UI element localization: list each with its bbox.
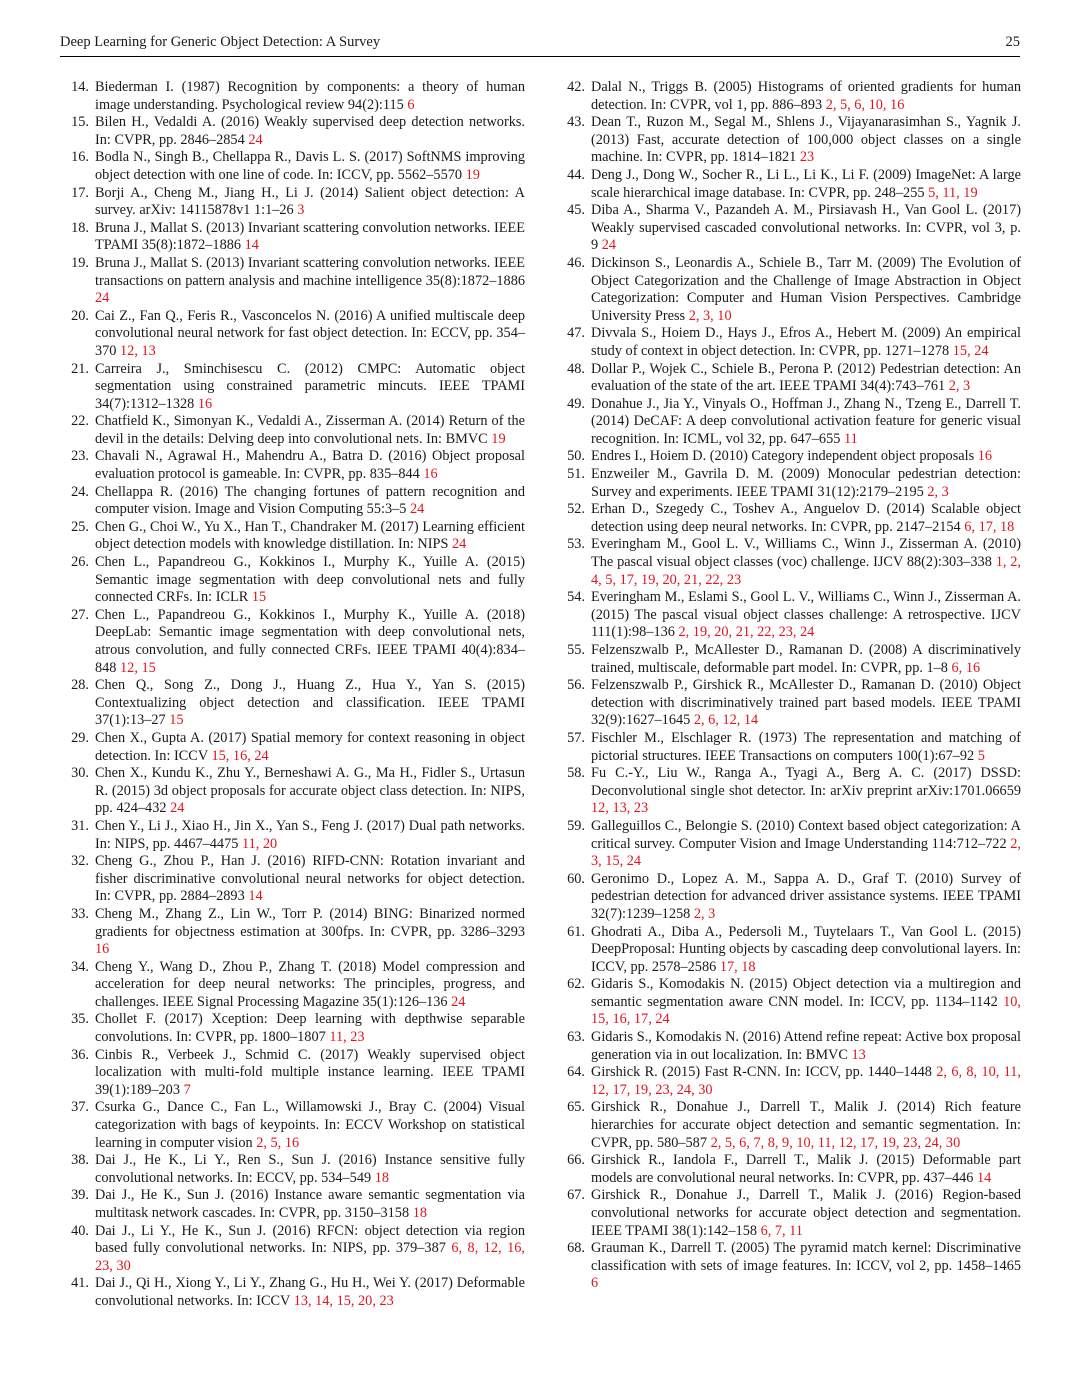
reference-number: 44. <box>567 166 585 183</box>
reference-text: Cheng G., Zhou P., Han J. (2016) RIFD-CNN: Rotation invariant and fisher discriminative convolutional neural networks for object detection. In: CVPR, pp. 2884–2893 <box>95 853 525 905</box>
back-reference-pages-link[interactable]: 6, 8, 12, 16, 23, 30 <box>95 1240 525 1274</box>
references-column-left <box>62 79 525 1311</box>
reference-entry <box>558 466 1021 501</box>
reference-number: 46. <box>567 254 585 271</box>
back-reference-pages-link[interactable]: 2, 3 <box>693 905 716 922</box>
reference-number: 65. <box>567 1099 585 1116</box>
reference-text: Erhan D., Szegedy C., Toshev A., Anguelov D. (2014) Scalable object detection using deep neural networks. In: CVPR, pp. 2147–2154 <box>591 501 1021 535</box>
reference-entry <box>558 589 1021 642</box>
reference-text: Girshick R., Donahue J., Darrell T., Malik J. (2016) Region-based convolutional networks for accurate object detection and segmentation. IEEE TPAMI 38(1):142–158 <box>591 1187 1021 1239</box>
reference-text: Enzweiler M., Gavrila D. M. (2009) Monocular pedestrian detection: Survey and experiments. IEEE TPAMI 31(12):2179–2195 <box>591 466 1021 500</box>
reference-entry <box>558 642 1021 677</box>
back-reference-pages-link[interactable]: 24 <box>451 993 466 1010</box>
back-reference-pages-link[interactable]: 24 <box>248 131 263 148</box>
reference-number: 52. <box>567 501 585 518</box>
reference-number: 18. <box>71 219 89 236</box>
reference-text: Dean T., Ruzon M., Segal M., Shlens J., Vijayanarasimhan S., Yagnik J. (2013) Fast, accurate detection of 100,000 object classes on a single machine. In: CVPR, pp. 1814–1821 <box>591 114 1021 166</box>
reference-text: Endres I., Hoiem D. (2010) Category independent object proposals <box>591 448 975 465</box>
reference-entry <box>62 114 525 149</box>
reference-number: 48. <box>567 360 585 377</box>
reference-number: 45. <box>567 202 585 219</box>
back-reference-pages-link[interactable]: 12, 15 <box>120 659 156 676</box>
reference-entry <box>62 1187 525 1222</box>
back-reference-pages-link[interactable]: 11, 20 <box>241 835 278 852</box>
reference-text: Gidaris S., Komodakis N. (2015) Object detection via a multiregion and semantic segmentation aware CNN model. In: ICCV, pp. 1134–1142 <box>591 976 1021 1010</box>
reference-number: 37. <box>71 1099 89 1116</box>
reference-number: 24. <box>71 483 89 500</box>
reference-entry <box>62 906 525 959</box>
references-column-right <box>558 79 1021 1293</box>
reference-entry <box>62 448 525 483</box>
reference-text: Grauman K., Darrell T. (2005) The pyramid match kernel: Discriminative classification with sets of image features. In: ICCV, vol 2, pp. 1458–1465 <box>591 1240 1021 1274</box>
reference-number: 61. <box>567 923 585 940</box>
back-reference-pages-link[interactable]: 2, 5, 6, 7, 8, 9, 10, 11, 12, 17, 19, 23, 24, 30 <box>710 1134 961 1151</box>
back-reference-pages-link[interactable]: 2, 5, 16 <box>256 1134 300 1151</box>
back-reference-pages-link[interactable]: 16 <box>423 466 438 483</box>
reference-entry <box>62 1152 525 1187</box>
reference-entry <box>62 765 525 818</box>
reference-text: Chen Y., Li J., Xiao H., Jin X., Yan S., Feng J. (2017) Dual path networks. In: NIPS, pp. 4467–4475 <box>95 817 525 852</box>
back-reference-pages-link[interactable]: 24 <box>451 536 467 553</box>
back-reference-pages-link[interactable]: 14 <box>248 888 263 905</box>
reference-entry <box>62 308 525 361</box>
back-reference-pages-link[interactable]: 2, 5, 6, 10, 16 <box>825 96 905 113</box>
reference-number: 20. <box>71 307 89 324</box>
back-reference-pages-link[interactable]: 24 <box>409 501 425 518</box>
back-reference-pages-link[interactable]: 13, 14, 15, 20, 23 <box>293 1292 394 1309</box>
reference-text: Girshick R., Iandola F., Darrell T., Malik J. (2015) Deformable part models are convolutional neural networks. In: CVPR, pp. 437–446 <box>591 1152 1021 1186</box>
reference-number: 26. <box>71 554 89 571</box>
back-reference-pages-link[interactable]: 15, 24 <box>952 342 989 359</box>
back-reference-pages-link[interactable]: 24 <box>170 800 185 817</box>
reference-number: 30. <box>71 765 89 782</box>
reference-text: Everingham M., Gool L. V., Williams C., Winn J., Zisserman A. (2010) The pascal visual object classes (voc) challenge. IJCV 88(2):303–338 <box>591 536 1021 571</box>
reference-text: Chen X., Kundu K., Zhu Y., Berneshawi A. G., Ma H., Fidler S., Urtasun R. (2015) 3d object proposals for accurate object class detection. In: NIPS, pp. 424–432 <box>95 765 525 817</box>
back-reference-pages-link[interactable]: 7 <box>183 1081 191 1098</box>
back-reference-pages-link[interactable]: 18 <box>374 1169 390 1186</box>
reference-entry <box>558 730 1021 765</box>
reference-number: 67. <box>567 1187 585 1204</box>
back-reference-pages-link[interactable]: 10, 15, 16, 17, 24 <box>591 993 1021 1028</box>
reference-entry <box>558 255 1021 325</box>
reference-number: 16. <box>71 149 89 166</box>
reference-number: 14. <box>71 79 89 95</box>
reference-number: 47. <box>567 325 585 342</box>
reference-number: 31. <box>71 817 89 834</box>
reference-number: 22. <box>71 413 89 430</box>
reference-number: 34. <box>71 958 89 975</box>
reference-text: Bilen H., Vedaldi A. (2016) Weakly supervised deep detection networks. In: CVPR, pp. 2846–2854 <box>95 114 525 148</box>
back-reference-pages-link[interactable]: 19 <box>491 430 506 447</box>
reference-entry <box>558 976 1021 1029</box>
reference-number: 49. <box>567 395 585 412</box>
reference-entry <box>558 361 1021 396</box>
back-reference-pages-link[interactable]: 12, 13, 23 <box>591 800 649 817</box>
back-reference-pages-link[interactable]: 15 <box>251 589 267 606</box>
back-reference-pages-link[interactable]: 2, 6, 12, 14 <box>693 712 759 729</box>
reference-entry <box>558 448 1021 466</box>
reference-entry <box>62 818 525 853</box>
reference-text: Everingham M., Eslami S., Gool L. V., Williams C., Winn J., Zisserman A. (2015) The pascal visual object classes challenge: A retrospective. IJCV 111(1):98–136 <box>591 589 1021 641</box>
reference-text: Ghodrati A., Diba A., Pedersoli M., Tuytelaars T., Van Gool L. (2015) DeepProposal: Hunting objects by cascading deep convolutional layers. In: ICCV, pp. 2578–2586 <box>591 923 1021 975</box>
reference-text: Chen L., Papandreou G., Kokkinos I., Murphy K., Yuille A. (2015) Semantic image segmentation with deep convolutional nets and fully connected CRFs. In: ICLR <box>95 554 525 606</box>
reference-number: 40. <box>71 1222 89 1239</box>
reference-text: Chen X., Gupta A. (2017) Spatial memory for context reasoning in object detection. In: ICCV <box>95 729 525 764</box>
reference-entry <box>62 1047 525 1100</box>
back-reference-pages-link[interactable]: 24 <box>601 237 617 254</box>
reference-text: Dai J., He K., Li Y., Ren S., Sun J. (2016) Instance sensitive fully convolutional networks. In: ECCV, pp. 534–549 <box>95 1152 525 1186</box>
reference-text: Fu C.-Y., Liu W., Ranga A., Tyagi A., Berg A. C. (2017) DSSD: Deconvolutional single shot detector. In: arXiv preprint arXiv:1701.06659 <box>591 765 1021 799</box>
reference-entry <box>62 149 525 184</box>
reference-text: Dai J., He K., Sun J. (2016) Instance aware semantic segmentation via multitask network cascades. In: CVPR, pp. 3150–3158 <box>95 1187 525 1221</box>
reference-number: 43. <box>567 114 585 131</box>
reference-number: 36. <box>71 1046 89 1063</box>
back-reference-pages-link[interactable]: 11, 23 <box>329 1029 365 1046</box>
reference-text: Borji A., Cheng M., Jiang H., Li J. (2014) Salient object detection: A survey. arXiv: 14115878v1 1:1–26 <box>95 184 525 219</box>
reference-number: 38. <box>71 1152 89 1169</box>
reference-entry <box>558 1029 1021 1064</box>
reference-entry <box>558 1240 1021 1293</box>
reference-number: 41. <box>71 1275 89 1292</box>
reference-entry <box>62 853 525 906</box>
reference-entry <box>558 677 1021 730</box>
reference-number: 21. <box>71 360 89 377</box>
reference-number: 15. <box>71 114 89 131</box>
reference-number: 27. <box>71 606 89 623</box>
back-reference-pages-link[interactable]: 13 <box>851 1046 866 1063</box>
running-header <box>60 34 1020 57</box>
reference-text: Cai Z., Fan Q., Feris R., Vasconcelos N. (2016) A unified multiscale deep convolutional neural network for fast object detection. In: ECCV, pp. 354–370 <box>95 307 525 359</box>
reference-number: 19. <box>71 254 89 271</box>
reference-number: 23. <box>71 448 89 465</box>
reference-entry <box>62 79 525 114</box>
reference-number: 66. <box>567 1152 585 1169</box>
reference-text: Carreira J., Sminchisescu C. (2012) CMPC: Automatic object segmentation using constrained parametric mincuts. IEEE TPAMI 34(7):1312–1328 <box>95 360 525 412</box>
reference-text: Bruna J., Mallat S. (2013) Invariant scattering convolution networks. IEEE transactions on pattern analysis and machine intelligence 35(8):1872–1886 <box>95 254 525 289</box>
reference-entry <box>62 185 525 220</box>
reference-text: Biederman I. (1987) Recognition by components: a theory of human image understanding. Psychological review 94(2):115 <box>95 79 525 113</box>
reference-text: Cinbis R., Verbeek J., Schmid C. (2017) Weakly supervised object localization with multi-fold multiple instance learning. IEEE TPAMI 39(1):189–203 <box>95 1046 525 1098</box>
reference-entry <box>558 325 1021 360</box>
reference-entry <box>558 501 1021 536</box>
back-reference-pages-link[interactable]: 5, 11, 19 <box>928 184 978 201</box>
reference-text: Donahue J., Jia Y., Vinyals O., Hoffman J., Zhang N., Tzeng E., Darrell T. (2014) DeCAF: A deep convolutional activation feature for generic visual recognition. In: ICML, vol 32, pp. 647–655 <box>591 395 1021 447</box>
reference-text: Galleguillos C., Belongie S. (2010) Context based object categorization: A critical survey. Computer Vision and Image Understanding 114:712–722 <box>591 817 1021 852</box>
back-reference-pages-link[interactable]: 6, 16 <box>951 659 981 676</box>
back-reference-pages-link[interactable]: 6, 7, 11 <box>760 1222 803 1239</box>
reference-entry <box>62 554 525 607</box>
reference-text: Felzenszwalb P., Girshick R., McAllester D., Ramanan D. (2010) Object detection with discriminatively trained part based models. IEEE TPAMI 32(9):1627–1645 <box>591 677 1021 729</box>
reference-entry <box>62 413 525 448</box>
reference-text: Girshick R., Donahue J., Darrell T., Malik J. (2014) Rich feature hierarchies for accurate object detection and semantic segmentation. In: CVPR, pp. 580–587 <box>591 1099 1021 1151</box>
reference-number: 63. <box>567 1029 585 1046</box>
reference-number: 58. <box>567 765 585 782</box>
reference-number: 25. <box>71 518 89 535</box>
back-reference-pages-link[interactable]: 2, 19, 20, 21, 22, 23, 24 <box>678 624 815 641</box>
reference-entry <box>558 202 1021 255</box>
reference-entry <box>62 730 525 765</box>
reference-entry <box>558 1152 1021 1187</box>
reference-entry <box>558 765 1021 818</box>
reference-text: Cheng Y., Wang D., Zhou P., Zhang T. (2018) Model compression and acceleration for deep neural networks: The principles, progress, and challenges. IEEE Signal Processing Magazine 35(1):126–136 <box>95 958 525 1010</box>
reference-text: Chollet F. (2017) Xception: Deep learning with depthwise separable convolutions. In: CVPR, pp. 1800–1807 <box>95 1011 525 1046</box>
reference-text: Deng J., Dong W., Socher R., Li L., Li K., Li F. (2009) ImageNet: A large scale hierarchical image database. In: CVPR, pp. 248–255 <box>591 166 1021 201</box>
back-reference-pages-link[interactable]: 6, 17, 18 <box>964 518 1015 535</box>
reference-text: Chatfield K., Simonyan K., Vedaldi A., Zisserman A. (2014) Return of the devil in the details: Delving deep into convolutional nets. In: BMVC <box>95 413 525 447</box>
reference-entry <box>62 255 525 308</box>
reference-entry <box>62 1011 525 1046</box>
reference-entry <box>62 1099 525 1152</box>
reference-number: 59. <box>567 817 585 834</box>
back-reference-pages-link[interactable]: 17, 18 <box>719 958 756 975</box>
reference-text: Chellappa R. (2016) The changing fortunes of pattern recognition and computer vision. Image and Vision Computing 55:3–5 <box>95 483 525 518</box>
back-reference-pages-link[interactable]: 14 <box>976 1169 992 1186</box>
page-number: 25 <box>1005 34 1020 50</box>
reference-number: 53. <box>567 536 585 553</box>
back-reference-pages-link[interactable]: 23 <box>799 149 815 166</box>
reference-text: Dalal N., Triggs B. (2005) Histograms of oriented gradients for human detection. In: CVPR, vol 1, pp. 886–893 <box>591 79 1021 113</box>
reference-entry <box>62 361 525 414</box>
reference-number: 33. <box>71 905 89 922</box>
reference-text: Chen L., Papandreou G., Kokkinos I., Murphy K., Yuille A. (2018) DeepLab: Semantic image segmentation with deep convolutional nets, atrous convolution, and fully connected CRFs. IEEE TPAMI 40(4):834–848 <box>95 606 525 676</box>
reference-text: Bruna J., Mallat S. (2013) Invariant scattering convolution networks. IEEE TPAMI 35(8):1872–1886 <box>95 219 525 254</box>
reference-text: Csurka G., Dance C., Fan L., Willamowski J., Bray C. (2004) Visual categorization with bags of keypoints. In: ECCV Workshop on statistical learning in computer vision <box>95 1099 525 1151</box>
reference-text: Bodla N., Singh B., Chellappa R., Davis L. S. (2017) SoftNMS improving object detection with one line of code. In: ICCV, pp. 5562–5570 <box>95 149 525 183</box>
reference-text: Chen G., Choi W., Yu X., Han T., Chandraker M. (2017) Learning efficient object detection models with knowledge distillation. In: NIPS <box>95 518 525 553</box>
reference-entry <box>558 396 1021 449</box>
reference-text: Dai J., Qi H., Xiong Y., Li Y., Zhang G., Hu H., Wei Y. (2017) Deformable convolutional networks. In: ICCV <box>95 1275 525 1309</box>
back-reference-pages-link[interactable]: 6 <box>591 1275 599 1292</box>
reference-number: 50. <box>567 448 585 465</box>
reference-number: 56. <box>567 677 585 694</box>
reference-text: Dai J., Li Y., He K., Sun J. (2016) RFCN: object detection via region based fully convolutional networks. In: NIPS, pp. 379–387 <box>95 1222 525 1257</box>
running-title: Deep Learning for Generic Object Detection: A Survey <box>60 34 381 50</box>
reference-number: 57. <box>567 729 585 746</box>
reference-entry <box>558 79 1021 114</box>
reference-entry <box>62 220 525 255</box>
reference-number: 28. <box>71 677 89 694</box>
reference-number: 60. <box>567 870 585 887</box>
back-reference-pages-link[interactable]: 2, 3, 15, 24 <box>591 835 1021 870</box>
reference-entry <box>558 1099 1021 1152</box>
reference-entry <box>62 677 525 730</box>
reference-entry <box>62 607 525 677</box>
reference-number: 32. <box>71 853 89 870</box>
back-reference-pages-link[interactable]: 6 <box>407 96 415 113</box>
reference-entry <box>558 924 1021 977</box>
back-reference-pages-link[interactable]: 16 <box>977 448 993 465</box>
reference-number: 62. <box>567 976 585 993</box>
reference-number: 51. <box>567 466 585 483</box>
reference-entry <box>62 1275 525 1310</box>
reference-entry <box>558 1187 1021 1240</box>
reference-text: Girshick R. (2015) Fast R-CNN. In: ICCV, pp. 1440–1448 <box>591 1064 932 1081</box>
reference-text: Felzenszwalb P., McAllester D., Ramanan D. (2008) A discriminatively trained, multiscale, deformable part model. In: CVPR, pp. 1–8 <box>591 642 1021 676</box>
reference-number: 29. <box>71 729 89 746</box>
reference-entry <box>62 519 525 554</box>
reference-entry <box>558 818 1021 871</box>
reference-text: Diba A., Sharma V., Pazandeh A. M., Pirsiavash H., Van Gool L. (2017) Weakly supervised cascaded convolutional networks. In: CVPR, vol 3, p. 9 <box>591 202 1021 254</box>
reference-number: 68. <box>567 1240 585 1257</box>
reference-text: Fischler M., Elschlager R. (1973) The representation and matching of pictorial structures. IEEE Transactions on computers 100(1):67–92 <box>591 729 1021 764</box>
reference-entry <box>558 871 1021 924</box>
back-reference-pages-link[interactable]: 2, 3 <box>948 378 971 395</box>
reference-entry <box>62 959 525 1012</box>
reference-number: 17. <box>71 184 89 201</box>
back-reference-pages-link[interactable]: 11 <box>843 430 858 447</box>
reference-text: Chen Q., Song Z., Dong J., Huang Z., Hua Y., Yan S. (2015) Contextualizing object detection and classification. IEEE TPAMI 37(1):13–27 <box>95 677 525 729</box>
back-reference-pages-link[interactable]: 1, 2, 4, 5, 17, 19, 20, 21, 22, 23 <box>591 554 1021 588</box>
reference-entry <box>558 167 1021 202</box>
reference-number: 39. <box>71 1187 89 1204</box>
back-reference-pages-link[interactable]: 15 <box>169 712 184 729</box>
reference-number: 55. <box>567 642 585 658</box>
back-reference-pages-link[interactable]: 5 <box>977 747 985 764</box>
reference-number: 54. <box>567 589 585 606</box>
reference-text: Dollar P., Wojek C., Schiele B., Perona P. (2012) Pedestrian detection: An evaluation of the state of the art. IEEE TPAMI 34(4):743–761 <box>591 360 1021 395</box>
reference-text: Chavali N., Agrawal H., Mahendru A., Batra D. (2016) Object proposal evaluation protocol is gameable. In: CVPR, pp. 835–844 <box>95 448 525 483</box>
reference-number: 35. <box>71 1011 89 1028</box>
back-reference-pages-link[interactable]: 16 <box>197 395 213 412</box>
reference-entry <box>558 114 1021 167</box>
reference-text: Geronimo D., Lopez A. M., Sappa A. D., Graf T. (2010) Survey of pedestrian detection for advanced driver assistance systems. IEEE TPAMI 32(7):1239–1258 <box>591 870 1021 922</box>
back-reference-pages-link[interactable]: 12, 13 <box>120 342 156 359</box>
reference-entry <box>62 1223 525 1276</box>
reference-entry <box>558 536 1021 589</box>
reference-text: Gidaris S., Komodakis N. (2016) Attend refine repeat: Active box proposal generation via in out localization. In: BMVC <box>591 1029 1021 1063</box>
reference-number: 42. <box>567 79 585 95</box>
back-reference-pages-link[interactable]: 18 <box>412 1205 427 1221</box>
reference-entry <box>558 1064 1021 1099</box>
back-reference-pages-link[interactable]: 14 <box>244 237 259 254</box>
back-reference-pages-link[interactable]: 2, 6, 8, 10, 11, 12, 17, 19, 23, 24, 30 <box>591 1064 1021 1098</box>
back-reference-pages-link[interactable]: 3 <box>297 202 305 219</box>
reference-text: Cheng M., Zhang Z., Lin W., Torr P. (2014) BING: Binarized normed gradients for objectness estimation at 300fps. In: CVPR, pp. 3286–3293 <box>95 905 525 940</box>
reference-entry <box>62 484 525 519</box>
back-reference-pages-link[interactable]: 2, 3, 10 <box>688 307 732 324</box>
back-reference-pages-link[interactable]: 24 <box>95 290 110 307</box>
reference-number: 64. <box>567 1064 585 1081</box>
reference-text: Dickinson S., Leonardis A., Schiele B., Tarr M. (2009) The Evolution of Object Categorization and the Challenge of Image Abstraction in Object Categorization: Computer and Human Vision Perspectives. Cambridge University Press <box>591 254 1021 324</box>
back-reference-pages-link[interactable]: 15, 16, 24 <box>211 747 269 764</box>
back-reference-pages-link[interactable]: 19 <box>465 166 480 183</box>
reference-text: Divvala S., Hoiem D., Hays J., Efros A., Hebert M. (2009) An empirical study of context in object detection. In: CVPR, pp. 1271–1278 <box>591 325 1021 359</box>
back-reference-pages-link[interactable]: 16 <box>95 941 110 958</box>
back-reference-pages-link[interactable]: 2, 3 <box>927 483 949 500</box>
